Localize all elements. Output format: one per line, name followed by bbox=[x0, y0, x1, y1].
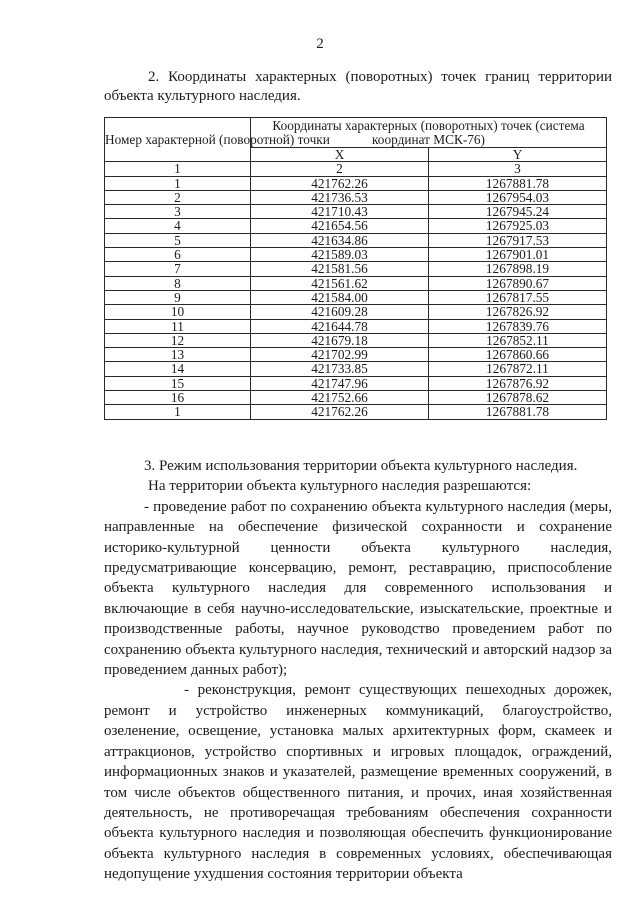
permitted-item-2: - реконструкция, ремонт существующих пешеходных дорожек, ремонт и устройство инженерных коммуникаций, благоустройство, озеленение, освещение, установка малых архитектурных форм, скамеек и аттракционов, устройство спортивных и игровых площадок, ограждений, информационных знаков и указателей, размещение временных сооружений, в том числе объектов общественного питания, и прочих, иная хозяйственная деятельность, не противоречащая требованиям обеспечения сохранности объекта культурного наследия и позволяющая обеспечить функционирование объекта культурного наследия в современных условиях, обеспечивающая недопущение ухудшения состояния территории объекта bbox=[104, 682, 612, 883]
y-coordinate: 1267817.55 bbox=[429, 290, 607, 304]
y-coordinate: 1267954.03 bbox=[429, 190, 607, 204]
table-row bbox=[105, 233, 607, 247]
table-row bbox=[105, 176, 607, 190]
y-header: Y bbox=[429, 148, 607, 162]
table-row bbox=[105, 319, 607, 333]
point-number-header: Номер характерной (поворотной) точки bbox=[105, 118, 251, 162]
y-coordinate: 1267872.11 bbox=[429, 362, 607, 376]
x-coordinate: 421736.53 bbox=[251, 190, 429, 204]
x-coordinate: 421747.96 bbox=[251, 376, 429, 390]
point-number: 11 bbox=[105, 319, 251, 333]
y-coordinate: 1267826.92 bbox=[429, 305, 607, 319]
table-header-row bbox=[105, 118, 607, 148]
x-coordinate: 421561.62 bbox=[251, 276, 429, 290]
column-number: 1 bbox=[105, 162, 251, 176]
section-3-text bbox=[104, 456, 612, 885]
table-row bbox=[105, 248, 607, 262]
table-row bbox=[105, 362, 607, 376]
table-row bbox=[105, 190, 607, 204]
x-coordinate: 421644.78 bbox=[251, 319, 429, 333]
point-number: 8 bbox=[105, 276, 251, 290]
point-number: 1 bbox=[105, 176, 251, 190]
point-number: 13 bbox=[105, 348, 251, 362]
table-row bbox=[105, 405, 607, 419]
table-row bbox=[105, 333, 607, 347]
x-header: X bbox=[251, 148, 429, 162]
coordinates-table bbox=[104, 117, 607, 420]
point-number: 4 bbox=[105, 219, 251, 233]
x-coordinate: 421702.99 bbox=[251, 348, 429, 362]
section-2-heading: 2. Координаты характерных (поворотных) точек границ территории объекта культурного наследия. bbox=[104, 69, 612, 104]
column-number: 2 bbox=[251, 162, 429, 176]
x-coordinate: 421762.26 bbox=[251, 405, 429, 419]
point-number: 9 bbox=[105, 290, 251, 304]
table-row bbox=[105, 290, 607, 304]
point-number: 16 bbox=[105, 391, 251, 405]
point-number: 1 bbox=[105, 405, 251, 419]
point-number: 6 bbox=[105, 248, 251, 262]
table-row bbox=[105, 376, 607, 390]
y-coordinate: 1267925.03 bbox=[429, 219, 607, 233]
y-coordinate: 1267890.67 bbox=[429, 276, 607, 290]
y-coordinate: 1267945.24 bbox=[429, 205, 607, 219]
y-coordinate: 1267881.78 bbox=[429, 405, 607, 419]
point-number: 10 bbox=[105, 305, 251, 319]
table-row bbox=[105, 391, 607, 405]
table-row bbox=[105, 276, 607, 290]
table-row bbox=[105, 305, 607, 319]
y-coordinate: 1267860.66 bbox=[429, 348, 607, 362]
x-coordinate: 421679.18 bbox=[251, 333, 429, 347]
table-row bbox=[105, 348, 607, 362]
x-coordinate: 421710.43 bbox=[251, 205, 429, 219]
section-3-intro: На территории объекта культурного наследия разрешаются: bbox=[148, 478, 532, 495]
point-number: 5 bbox=[105, 233, 251, 247]
x-coordinate: 421733.85 bbox=[251, 362, 429, 376]
column-number: 3 bbox=[429, 162, 607, 176]
point-number: 3 bbox=[105, 205, 251, 219]
x-coordinate: 421589.03 bbox=[251, 248, 429, 262]
x-coordinate: 421609.28 bbox=[251, 305, 429, 319]
y-coordinate: 1267852.11 bbox=[429, 333, 607, 347]
page-number: 2 bbox=[316, 36, 324, 52]
table-row bbox=[105, 219, 607, 233]
permitted-item-1: - проведение работ по сохранению объекта культурного наследия (меры, направленные на обеспечение физической сохранности и сохранение историко-культурной ценности объекта культурного наследия, предусматривающие консервацию, ремонт, реставрацию, приспособление объекта культурного наследия для современного использования и включающие в себя научно-исследовательские, изыскательские, проектные и производственные работы, научное руководство проведением работ по сохранению объекта культурного наследия, технический и авторский надзор за проведением данных работ); bbox=[104, 498, 612, 679]
y-coordinate: 1267878.62 bbox=[429, 391, 607, 405]
point-number: 12 bbox=[105, 333, 251, 347]
y-coordinate: 1267881.78 bbox=[429, 176, 607, 190]
y-coordinate: 1267901.01 bbox=[429, 248, 607, 262]
point-number: 2 bbox=[105, 190, 251, 204]
x-coordinate: 421581.56 bbox=[251, 262, 429, 276]
table-row bbox=[105, 262, 607, 276]
table-row bbox=[105, 205, 607, 219]
y-coordinate: 1267839.76 bbox=[429, 319, 607, 333]
y-coordinate: 1267876.92 bbox=[429, 376, 607, 390]
x-coordinate: 421634.86 bbox=[251, 233, 429, 247]
x-coordinate: 421752.66 bbox=[251, 391, 429, 405]
coordinates-header: Координаты характерных (поворотных) точек (система координат МСК-76) bbox=[251, 118, 607, 148]
x-coordinate: 421762.26 bbox=[251, 176, 429, 190]
y-coordinate: 1267898.19 bbox=[429, 262, 607, 276]
x-coordinate: 421654.56 bbox=[251, 219, 429, 233]
y-coordinate: 1267917.53 bbox=[429, 233, 607, 247]
column-numbers-row bbox=[105, 162, 607, 176]
point-number: 15 bbox=[105, 376, 251, 390]
point-number: 7 bbox=[105, 262, 251, 276]
point-number: 14 bbox=[105, 362, 251, 376]
x-coordinate: 421584.00 bbox=[251, 290, 429, 304]
section-3-title: 3. Режим использования территории объекта культурного наследия. bbox=[144, 458, 578, 474]
